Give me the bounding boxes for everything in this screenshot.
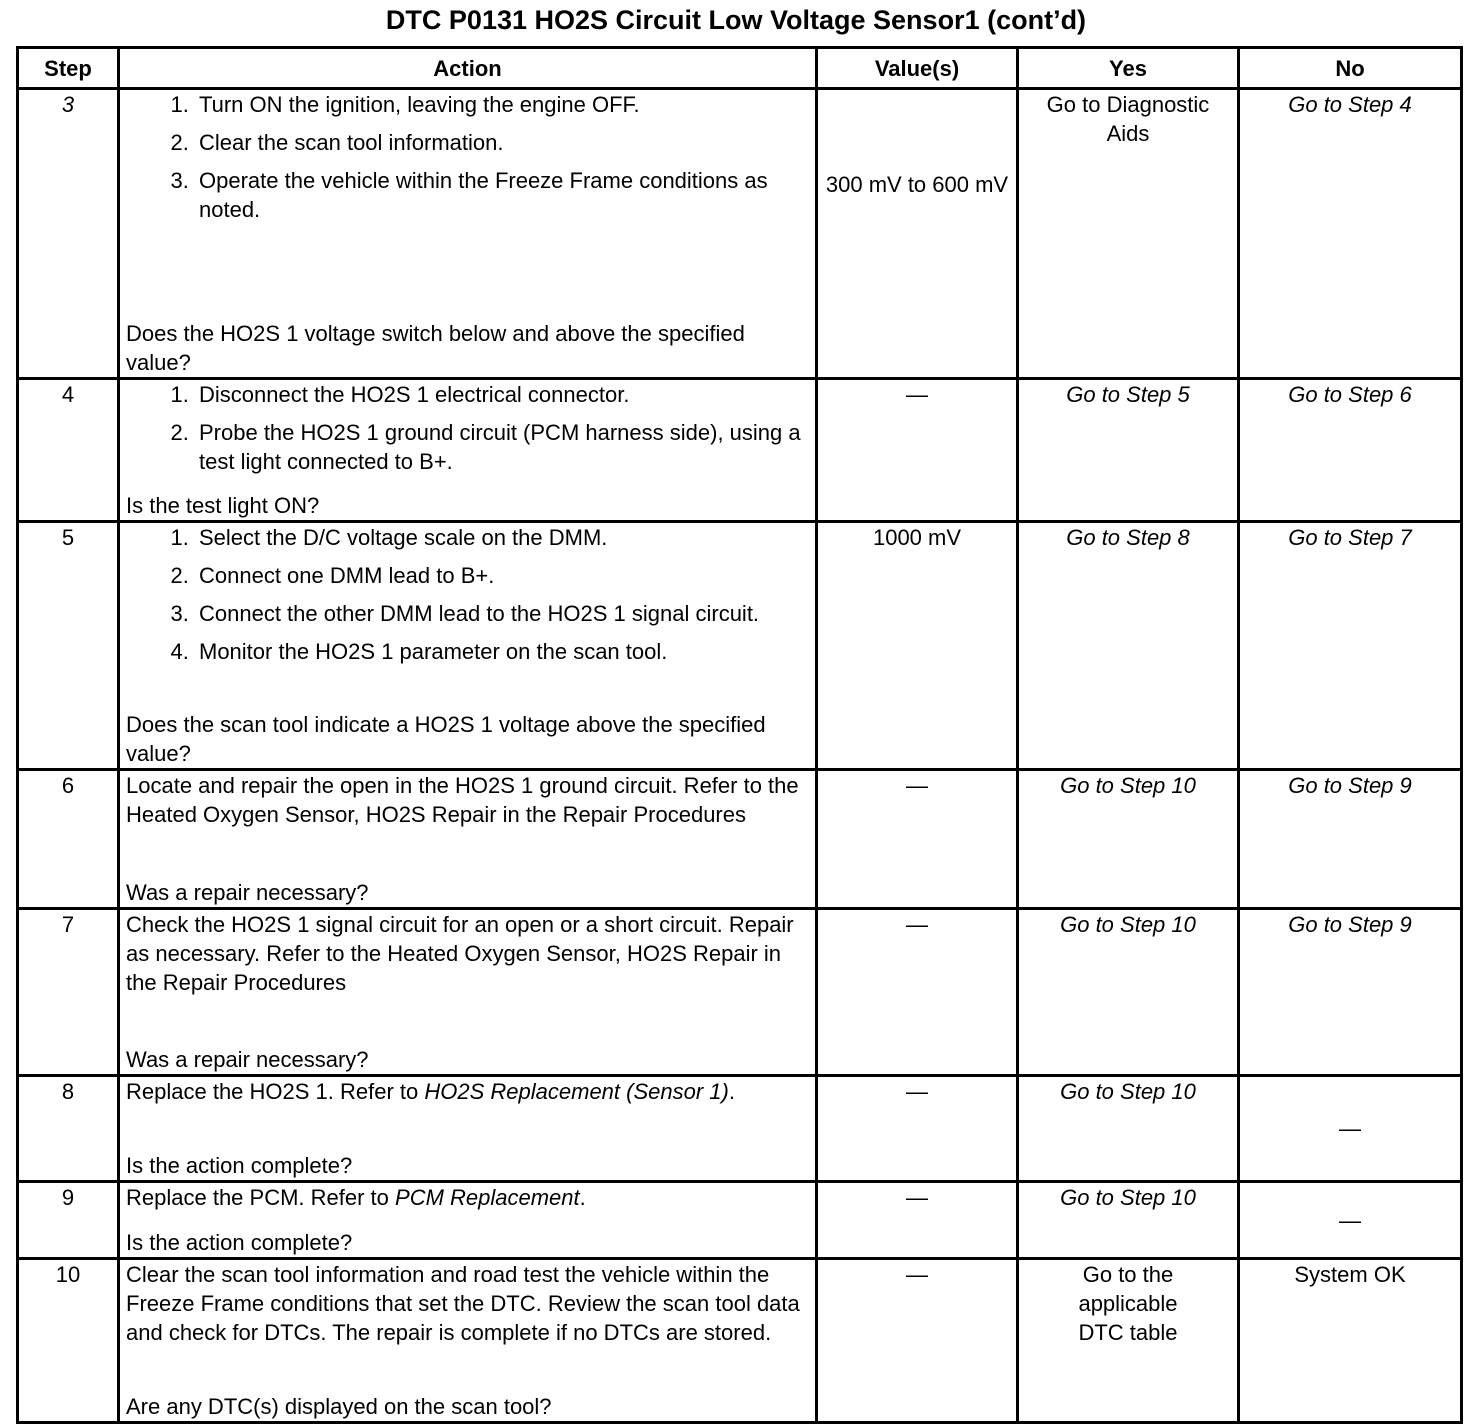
header-yes: Yes bbox=[1018, 48, 1239, 89]
no-cell: Go to Step 6 bbox=[1239, 379, 1462, 522]
step-number: 10 bbox=[18, 1259, 119, 1423]
action-text: Clear the scan tool information and road test the vehicle within the Freeze Frame conditions that set the DTC. Review the scan tool data and check for DTCs. The repair is complete if no DTCs are stored. bbox=[126, 1262, 800, 1345]
action-step: 2. Probe the HO2S 1 ground circuit (PCM harness side), using a test light connected to B+. bbox=[195, 418, 809, 476]
step-number: 6 bbox=[18, 770, 119, 909]
action-cell bbox=[119, 89, 817, 379]
value-cell: — bbox=[817, 1259, 1018, 1423]
action-text bbox=[126, 1077, 809, 1106]
action-text-reference: HO2S Replacement (Sensor 1) bbox=[424, 1079, 729, 1104]
header-action: Action bbox=[119, 48, 817, 89]
value-cell: — bbox=[817, 1076, 1018, 1182]
action-question: Does the scan tool indicate a HO2S 1 voltage above the specified value? bbox=[126, 712, 766, 766]
table-row-step-9 bbox=[18, 1182, 1462, 1259]
step-number: 4 bbox=[18, 379, 119, 522]
action-text: Locate and repair the open in the HO2S 1 ground circuit. Refer to the Heated Oxygen Sensor, HO2S Repair in the Repair Procedures bbox=[126, 773, 799, 827]
step-number: 9 bbox=[18, 1182, 119, 1259]
table-row-step-8 bbox=[18, 1076, 1462, 1182]
action-cell bbox=[119, 1182, 817, 1259]
no-cell: Go to Step 9 bbox=[1239, 770, 1462, 909]
value-cell: — bbox=[817, 1182, 1018, 1259]
diagnostic-table bbox=[16, 46, 1463, 1424]
action-step: 3. Operate the vehicle within the Freeze Frame conditions as noted. bbox=[195, 166, 809, 224]
action-steps bbox=[126, 90, 809, 233]
no-cell: Go to Step 9 bbox=[1239, 909, 1462, 1076]
step-number: 5 bbox=[18, 522, 119, 770]
action-question: Is the action complete? bbox=[126, 1230, 353, 1255]
table-row-step-5 bbox=[18, 522, 1462, 770]
action-step: 1. Disconnect the HO2S 1 electrical connector. bbox=[195, 380, 809, 409]
yes-cell: Go to Step 10 bbox=[1018, 770, 1239, 909]
yes-cell: Go to Step 10 bbox=[1018, 1076, 1239, 1182]
value-cell: — bbox=[817, 909, 1018, 1076]
value-cell: 300 mV to 600 mV bbox=[817, 89, 1018, 379]
action-question: Was a repair necessary? bbox=[126, 1047, 369, 1072]
action-cell bbox=[119, 1076, 817, 1182]
no-cell: System OK bbox=[1239, 1259, 1462, 1423]
action-cell bbox=[119, 770, 817, 909]
header-no: No bbox=[1239, 48, 1462, 89]
action-step: 1. Select the D/C voltage scale on the DMM. bbox=[195, 523, 809, 552]
step-number: 3 bbox=[18, 89, 119, 379]
action-cell bbox=[119, 379, 817, 522]
action-cell bbox=[119, 522, 817, 770]
action-text-plain: Replace the HO2S 1. Refer to bbox=[126, 1079, 425, 1104]
no-cell: — bbox=[1239, 1076, 1462, 1182]
action-cell bbox=[119, 909, 817, 1076]
step-number: 7 bbox=[18, 909, 119, 1076]
header-values: Value(s) bbox=[817, 48, 1018, 89]
no-cell: Go to Step 4 bbox=[1239, 89, 1462, 379]
header-row bbox=[18, 48, 1462, 89]
action-text-end: . bbox=[579, 1185, 586, 1210]
action-text bbox=[126, 1183, 809, 1212]
yes-cell: Go to Step 10 bbox=[1018, 1182, 1239, 1259]
yes-cell: Go to Diagnostic Aids bbox=[1018, 89, 1239, 379]
yes-cell: Go to Step 8 bbox=[1018, 522, 1239, 770]
action-text-end: . bbox=[728, 1079, 735, 1104]
value-cell: 1000 mV bbox=[817, 522, 1018, 770]
action-text-plain: Replace the PCM. Refer to bbox=[126, 1185, 396, 1210]
yes-cell: Go to Step 10 bbox=[1018, 909, 1239, 1076]
value-cell: — bbox=[817, 379, 1018, 522]
action-step: 4. Monitor the HO2S 1 parameter on the scan tool. bbox=[195, 637, 809, 666]
value-cell: — bbox=[817, 770, 1018, 909]
action-question: Was a repair necessary? bbox=[126, 880, 369, 905]
header-step: Step bbox=[18, 48, 119, 89]
action-step: 1. Turn ON the ignition, leaving the engine OFF. bbox=[195, 90, 809, 119]
action-step: 3. Connect the other DMM lead to the HO2S 1 signal circuit. bbox=[195, 599, 809, 628]
action-question: Does the HO2S 1 voltage switch below and above the specified value? bbox=[126, 321, 745, 375]
table-row-step-7 bbox=[18, 909, 1462, 1076]
action-step: 2. Connect one DMM lead to B+. bbox=[195, 561, 809, 590]
step-number: 8 bbox=[18, 1076, 119, 1182]
yes-cell: Go to Step 5 bbox=[1018, 379, 1239, 522]
action-question: Is the action complete? bbox=[126, 1153, 353, 1178]
no-cell: Go to Step 7 bbox=[1239, 522, 1462, 770]
action-step: 2. Clear the scan tool information. bbox=[195, 128, 809, 157]
action-question: Are any DTC(s) displayed on the scan tool? bbox=[126, 1394, 552, 1419]
table-row-step-3 bbox=[18, 89, 1462, 379]
table-row-step-10 bbox=[18, 1259, 1462, 1423]
no-cell: — bbox=[1239, 1182, 1462, 1259]
table-row-step-4 bbox=[18, 379, 1462, 522]
action-steps bbox=[126, 523, 809, 675]
action-question: Is the test light ON? bbox=[126, 493, 320, 518]
action-text: Check the HO2S 1 signal circuit for an open or a short circuit. Repair as necessary. Refer to the Heated Oxygen Sensor, HO2S Repair in the Repair Procedures bbox=[126, 912, 794, 995]
action-cell bbox=[119, 1259, 817, 1423]
page-title: DTC P0131 HO2S Circuit Low Voltage Sensor1 (cont’d) bbox=[385, 5, 1087, 35]
table-row-step-6 bbox=[18, 770, 1462, 909]
yes-cell: Go to the applicable DTC table bbox=[1018, 1259, 1239, 1423]
action-steps bbox=[126, 380, 809, 485]
action-text-reference: PCM Replacement bbox=[395, 1185, 580, 1210]
